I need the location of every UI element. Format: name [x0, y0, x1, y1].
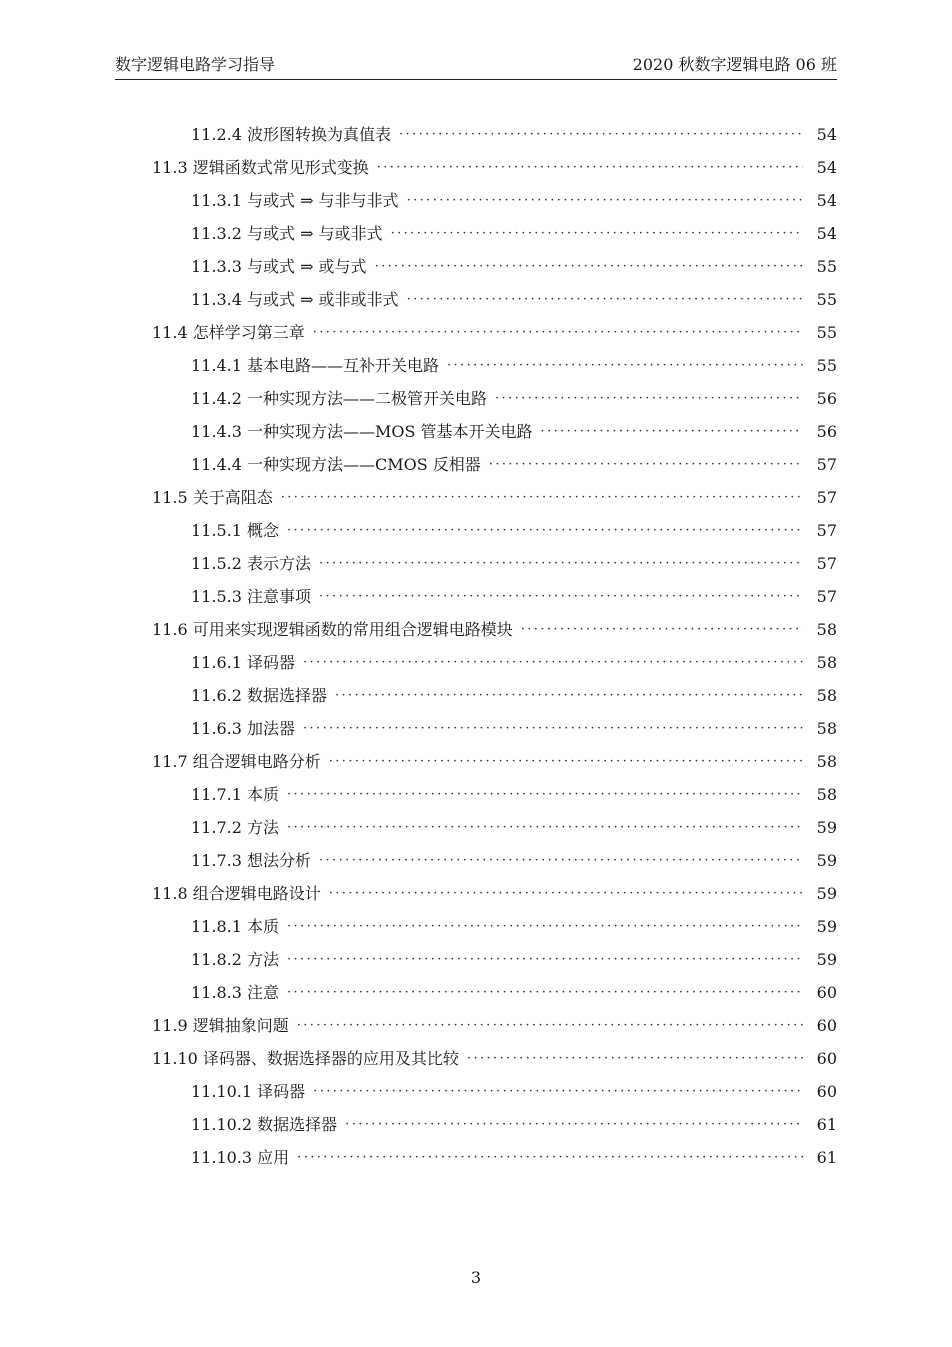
toc-leader-dots: [447, 349, 803, 382]
toc-entry-page: 55: [816, 290, 837, 309]
toc-entry[interactable]: [152, 1075, 837, 1108]
toc-entry-title: 11.2.4 波形图转换为真值表: [191, 125, 391, 144]
table-of-contents: [152, 118, 837, 1174]
toc-leader-dots: [541, 415, 803, 448]
toc-entry-title: 11.5.3 注意事项: [191, 587, 311, 606]
toc-entry-page: 58: [816, 719, 837, 738]
toc-entry-page: 58: [816, 620, 837, 639]
toc-entry[interactable]: [152, 1009, 837, 1042]
toc-entry[interactable]: [152, 778, 837, 811]
toc-entry-page: 57: [816, 554, 837, 573]
toc-entry-title: 11.6.1 译码器: [191, 653, 295, 672]
toc-leader-dots: [329, 745, 803, 778]
toc-entry-title: 11.4.1 基本电路——互补开关电路: [191, 356, 439, 375]
toc-entry[interactable]: [152, 712, 837, 745]
toc-entry[interactable]: [152, 844, 837, 877]
toc-entry[interactable]: [152, 910, 837, 943]
toc-entry-page: 59: [816, 884, 837, 903]
toc-entry-title: 11.7.2 方法: [191, 818, 279, 837]
toc-entry-page: 54: [816, 191, 837, 210]
toc-leader-dots: [407, 283, 803, 316]
toc-entry-page: 57: [816, 521, 837, 540]
toc-leader-dots: [287, 778, 803, 811]
toc-entry[interactable]: [152, 151, 837, 184]
toc-entry-title: 11.10.1 译码器: [191, 1082, 306, 1101]
toc-leader-dots: [489, 448, 803, 481]
toc-entry[interactable]: [152, 613, 837, 646]
toc-entry-page: 58: [816, 785, 837, 804]
toc-leader-dots: [375, 250, 803, 283]
toc-entry-page: 55: [816, 323, 837, 342]
toc-entry-title: 11.6.2 数据选择器: [191, 686, 327, 705]
toc-entry-title: 11.4.4 一种实现方法——CMOS 反相器: [191, 455, 481, 474]
toc-entry[interactable]: [152, 811, 837, 844]
toc-leader-dots: [335, 679, 803, 712]
toc-entry-title: 11.8.1 本质: [191, 917, 279, 936]
toc-entry-page: 58: [816, 686, 837, 705]
toc-entry[interactable]: [152, 481, 837, 514]
page-number: 3: [470, 1268, 482, 1287]
toc-entry-title: 11.5.2 表示方法: [191, 554, 311, 573]
toc-entry[interactable]: [152, 547, 837, 580]
toc-entry[interactable]: [152, 976, 837, 1009]
toc-leader-dots: [319, 547, 803, 580]
toc-leader-dots: [287, 514, 803, 547]
toc-entry[interactable]: [152, 448, 837, 481]
toc-entry-title: 11.8 组合逻辑电路设计: [152, 884, 321, 903]
toc-entry-page: 60: [816, 1082, 837, 1101]
toc-entry-page: 54: [816, 224, 837, 243]
toc-entry-title: 11.9 逻辑抽象问题: [152, 1016, 289, 1035]
toc-leader-dots: [303, 646, 803, 679]
toc-entry-title: 11.7 组合逻辑电路分析: [152, 752, 321, 771]
toc-entry-title: 11.4.2 一种实现方法——二极管开关电路: [191, 389, 487, 408]
toc-entry[interactable]: [152, 943, 837, 976]
toc-entry-title: 11.5.1 概念: [191, 521, 279, 540]
toc-entry-page: 58: [816, 752, 837, 771]
toc-leader-dots: [319, 580, 803, 613]
toc-entry[interactable]: [152, 1042, 837, 1075]
toc-entry[interactable]: [152, 745, 837, 778]
toc-leader-dots: [287, 811, 803, 844]
toc-entry-title: 11.8.3 注意: [191, 983, 279, 1002]
toc-leader-dots: [407, 184, 803, 217]
toc-leader-dots: [313, 316, 803, 349]
toc-entry-title: 11.4.3 一种实现方法——MOS 管基本开关电路: [191, 422, 533, 441]
toc-entry-page: 61: [816, 1115, 837, 1134]
toc-entry-page: 57: [816, 587, 837, 606]
toc-entry-page: 55: [816, 356, 837, 375]
toc-entry[interactable]: [152, 382, 837, 415]
toc-entry-title: 11.7.3 想法分析: [191, 851, 311, 870]
toc-entry-title: 11.6.3 加法器: [191, 719, 295, 738]
toc-leader-dots: [399, 118, 803, 151]
toc-entry[interactable]: [152, 415, 837, 448]
toc-entry[interactable]: [152, 184, 837, 217]
toc-entry-title: 11.8.2 方法: [191, 950, 279, 969]
toc-entry-title: 11.10.3 应用: [191, 1148, 290, 1167]
toc-entry[interactable]: [152, 217, 837, 250]
toc-entry-page: 60: [816, 983, 837, 1002]
toc-entry-page: 56: [816, 422, 837, 441]
toc-entry-title: 11.3.2 与或式 ⇒ 与或非式: [191, 224, 383, 243]
toc-entry[interactable]: [152, 877, 837, 910]
toc-entry[interactable]: [152, 316, 837, 349]
toc-entry[interactable]: [152, 349, 837, 382]
toc-entry-page: 59: [816, 917, 837, 936]
header-left-title: 数字逻辑电路学习指导: [115, 55, 276, 74]
header-right-title: 2020 秋数字逻辑电路 06 班: [632, 55, 837, 74]
toc-entry-page: 59: [816, 851, 837, 870]
toc-leader-dots: [377, 151, 803, 184]
toc-leader-dots: [319, 844, 803, 877]
toc-entry-page: 57: [816, 455, 837, 474]
toc-entry[interactable]: [152, 250, 837, 283]
toc-entry-page: 56: [816, 389, 837, 408]
toc-leader-dots: [521, 613, 803, 646]
toc-entry-title: 11.10.2 数据选择器: [191, 1115, 338, 1134]
toc-entry-page: 59: [816, 818, 837, 837]
toc-entry-title: 11.7.1 本质: [191, 785, 279, 804]
toc-leader-dots: [303, 712, 803, 745]
toc-entry-page: 60: [816, 1049, 837, 1068]
toc-entry-page: 60: [816, 1016, 837, 1035]
toc-entry[interactable]: [152, 646, 837, 679]
toc-entry-title: 11.3.3 与或式 ⇒ 或与式: [191, 257, 367, 276]
toc-leader-dots: [467, 1042, 803, 1075]
toc-leader-dots: [287, 943, 803, 976]
toc-entry-page: 59: [816, 950, 837, 969]
toc-entry-page: 54: [816, 125, 837, 144]
toc-leader-dots: [329, 877, 803, 910]
toc-entry-title: 11.3.4 与或式 ⇒ 或非或非式: [191, 290, 399, 309]
toc-leader-dots: [313, 1075, 803, 1108]
toc-entry[interactable]: [152, 1108, 837, 1141]
toc-leader-dots: [345, 1108, 803, 1141]
toc-entry-title: 11.3.1 与或式 ⇒ 与非与非式: [191, 191, 399, 210]
toc-entry[interactable]: [152, 1141, 837, 1174]
toc-entry-page: 61: [816, 1148, 837, 1167]
toc-entry-title: 11.3 逻辑函数式常见形式变换: [152, 158, 369, 177]
toc-entry-title: 11.4 怎样学习第三章: [152, 323, 305, 342]
toc-entry-page: 57: [816, 488, 837, 507]
toc-leader-dots: [287, 910, 803, 943]
toc-leader-dots: [495, 382, 803, 415]
toc-entry[interactable]: [152, 118, 837, 151]
toc-entry[interactable]: [152, 580, 837, 613]
toc-entry[interactable]: [152, 514, 837, 547]
toc-entry-title: 11.6 可用来实现逻辑函数的常用组合逻辑电路模块: [152, 620, 513, 639]
toc-leader-dots: [391, 217, 803, 250]
toc-entry-title: 11.5 关于高阻态: [152, 488, 273, 507]
toc-entry[interactable]: [152, 283, 837, 316]
toc-leader-dots: [287, 976, 803, 1009]
toc-entry-page: 54: [816, 158, 837, 177]
page-header: [115, 52, 837, 80]
toc-leader-dots: [297, 1009, 803, 1042]
toc-entry[interactable]: [152, 679, 837, 712]
toc-leader-dots: [281, 481, 803, 514]
toc-entry-page: 58: [816, 653, 837, 672]
toc-leader-dots: [297, 1141, 803, 1174]
toc-entry-title: 11.10 译码器、数据选择器的应用及其比较: [152, 1049, 459, 1068]
toc-entry-page: 55: [816, 257, 837, 276]
